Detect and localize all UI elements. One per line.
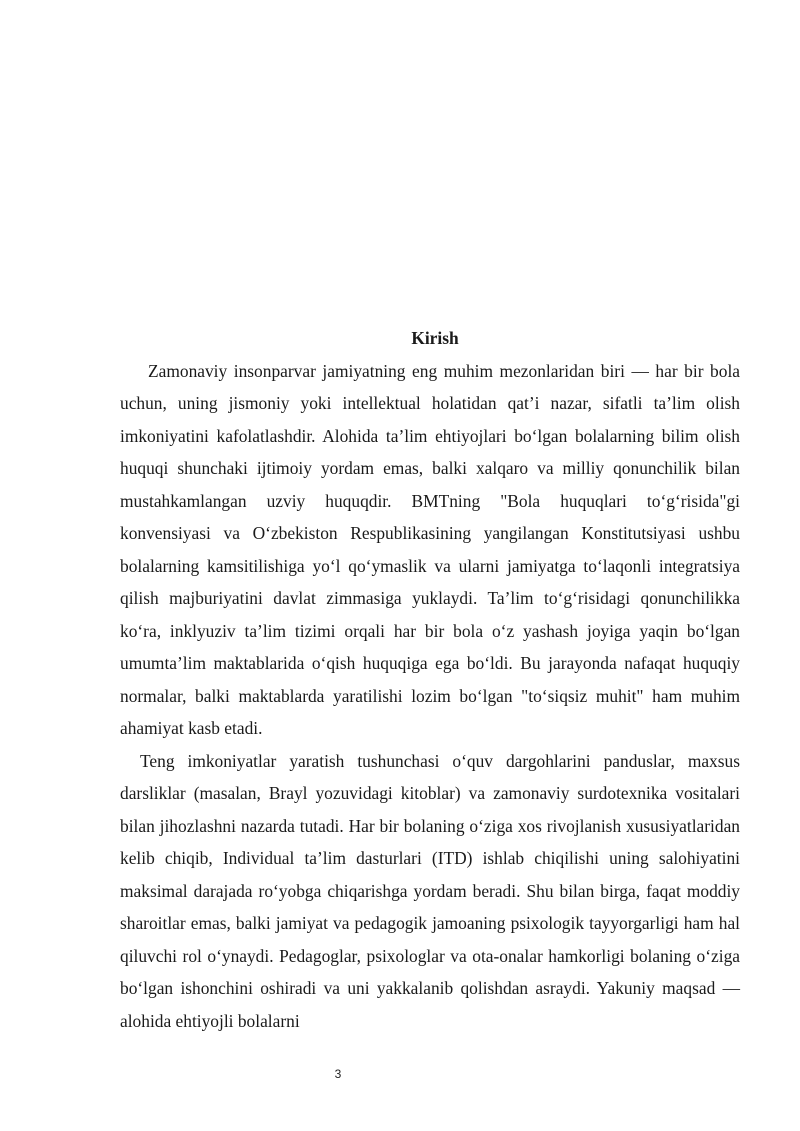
page-number: 3 xyxy=(334,1067,342,1081)
section-heading: Kirish xyxy=(411,328,459,348)
document-body xyxy=(120,322,740,1037)
paragraph-1: Zamonaviy insonparvar jamiyatning eng muhim mezonlaridan biri — har bir bola uchun, uning jismoniy yoki intellektual holatidan qat’i nazar, sifatli ta’lim olish imkoniyatini kafolatlashdir. Alohida ta’lim ehtiyojlari bo‘lgan bolalarning bilim olish huquqi shunchaki ijtimoiy yordam emas, balki xalqaro va milliy qonunchilik bilan mustahkamlangan uzviy huquqdir. BMTning "Bola huquqlari to‘g‘risida"gi konvensiyasi va O‘zbekiston Respublikasining yangilangan Konstitutsiyasi ushbu bolalarning kamsitilishiga yo‘l qo‘ymaslik va ularni jamiyatga to‘laqonli integratsiya qilish majburiyatini davlat zimmasiga yuklaydi. Ta’lim to‘g‘risidagi qonunchilikka ko‘ra, inklyuziv ta’lim tizimi orqali har bir bola o‘z yashash joyiga yaqin bo‘lgan umumta’lim maktablarida o‘qish huquqiga ega bo‘ldi. Bu jarayonda nafaqat huquqiy normalar, balki maktablarda yaratilishi lozim bo‘lgan "to‘siqsiz muhit" ham muhim ahamiyat kasb etadi. xyxy=(120,360,740,738)
paragraph-2: Teng imkoniyatlar yaratish tushunchasi o‘quv dargohlarini panduslar, maxsus darsliklar (masalan, Brayl yozuvidagi kitoblar) va zamonaviy surdotexnika vositalari bilan jihozlashni nazarda tutadi. Har bir bolaning o‘ziga xos rivojlanish xususiyatlaridan kelib chiqib, Individual ta’lim dasturlari (ITD) ishlab chiqilishi uning salohiyatini maksimal darajada ro‘yobga chiqarishga yordam beradi. Shu bilan birga, faqat moddiy sharoitlar emas, balki jamiyat va pedagogik jamoaning psixologik tayyorgarligi ham hal qiluvchi rol o‘ynaydi. Pedagoglar, psixologlar va ota-onalar hamkorligi bolaning o‘ziga bo‘lgan ishonchini oshiradi va uni yakkalanib qolishdan asraydi. Yakuniy maqsad — alohida ehtiyojli bolalarni xyxy=(120,750,740,1031)
